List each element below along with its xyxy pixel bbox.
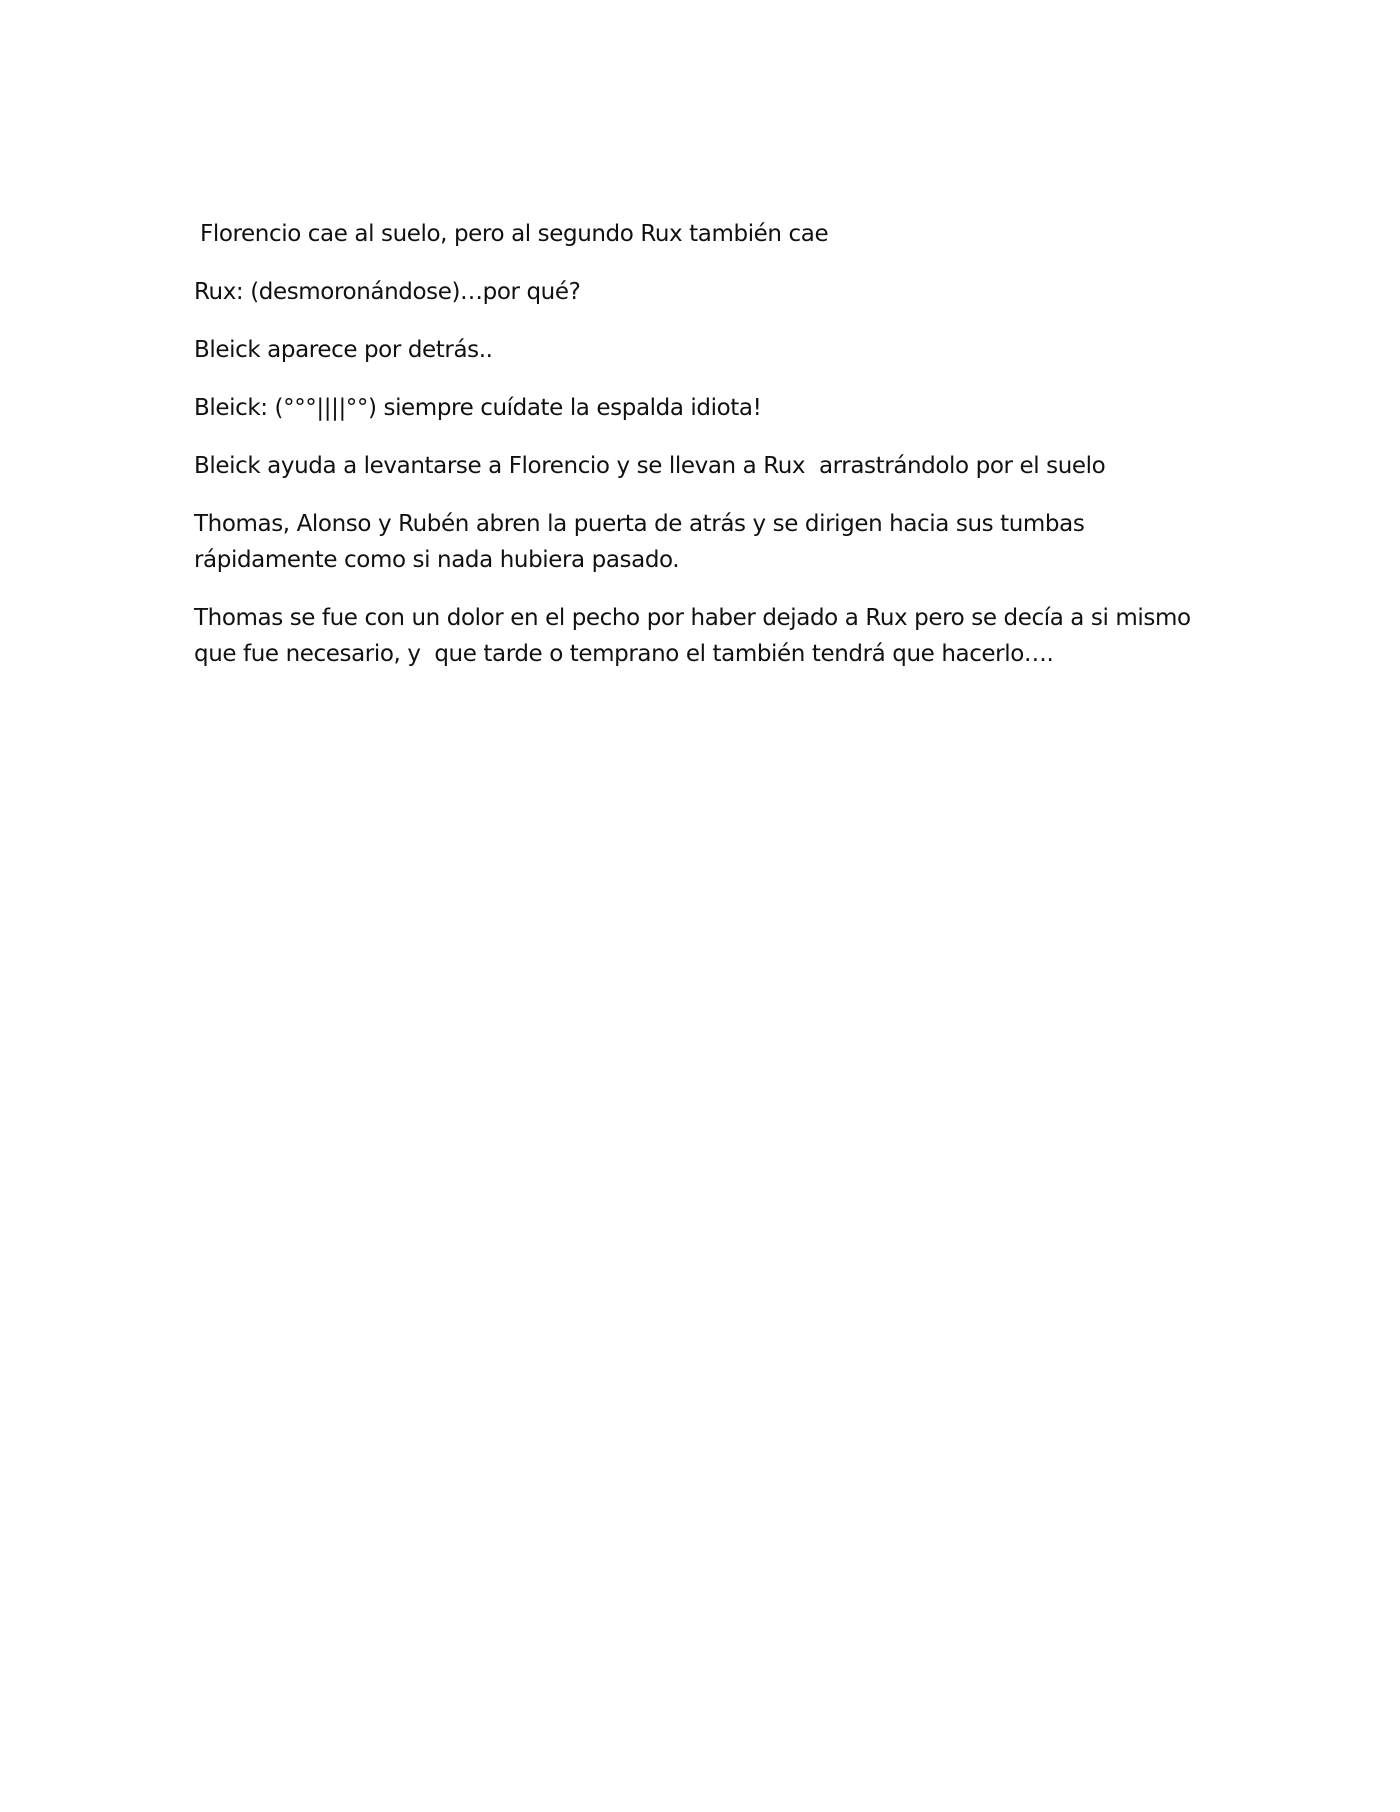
paragraph-thomas-leaves: Thomas se fue con un dolor en el pecho por haber dejado a Rux pero se decía a si mismo que fue necesario, y que tarde o temprano el también tendrá que hacerlo…. (194, 605, 1198, 667)
paragraph-bleick-dialogue: Bleick: (°°°||||°°) siempre cuídate la espalda idiota! (194, 395, 762, 421)
paragraph-bleick-helps: Bleick ayuda a levantarse a Florencio y se llevan a Rux arrastrándolo por el suelo (194, 453, 1106, 479)
paragraph-rux-dialogue: Rux: (desmoronándose)…por qué? (194, 279, 581, 305)
paragraph-florencio-falls: Florencio cae al suelo, pero al segundo Rux también cae (200, 221, 829, 247)
document-body (194, 216, 1214, 694)
paragraph-bleick-appears: Bleick aparece por detrás.. (194, 337, 493, 363)
paragraph-thomas-alonso-ruben: Thomas, Alonso y Rubén abren la puerta de atrás y se dirigen hacia sus tumbas rápidamente como si nada hubiera pasado. (194, 511, 1099, 573)
